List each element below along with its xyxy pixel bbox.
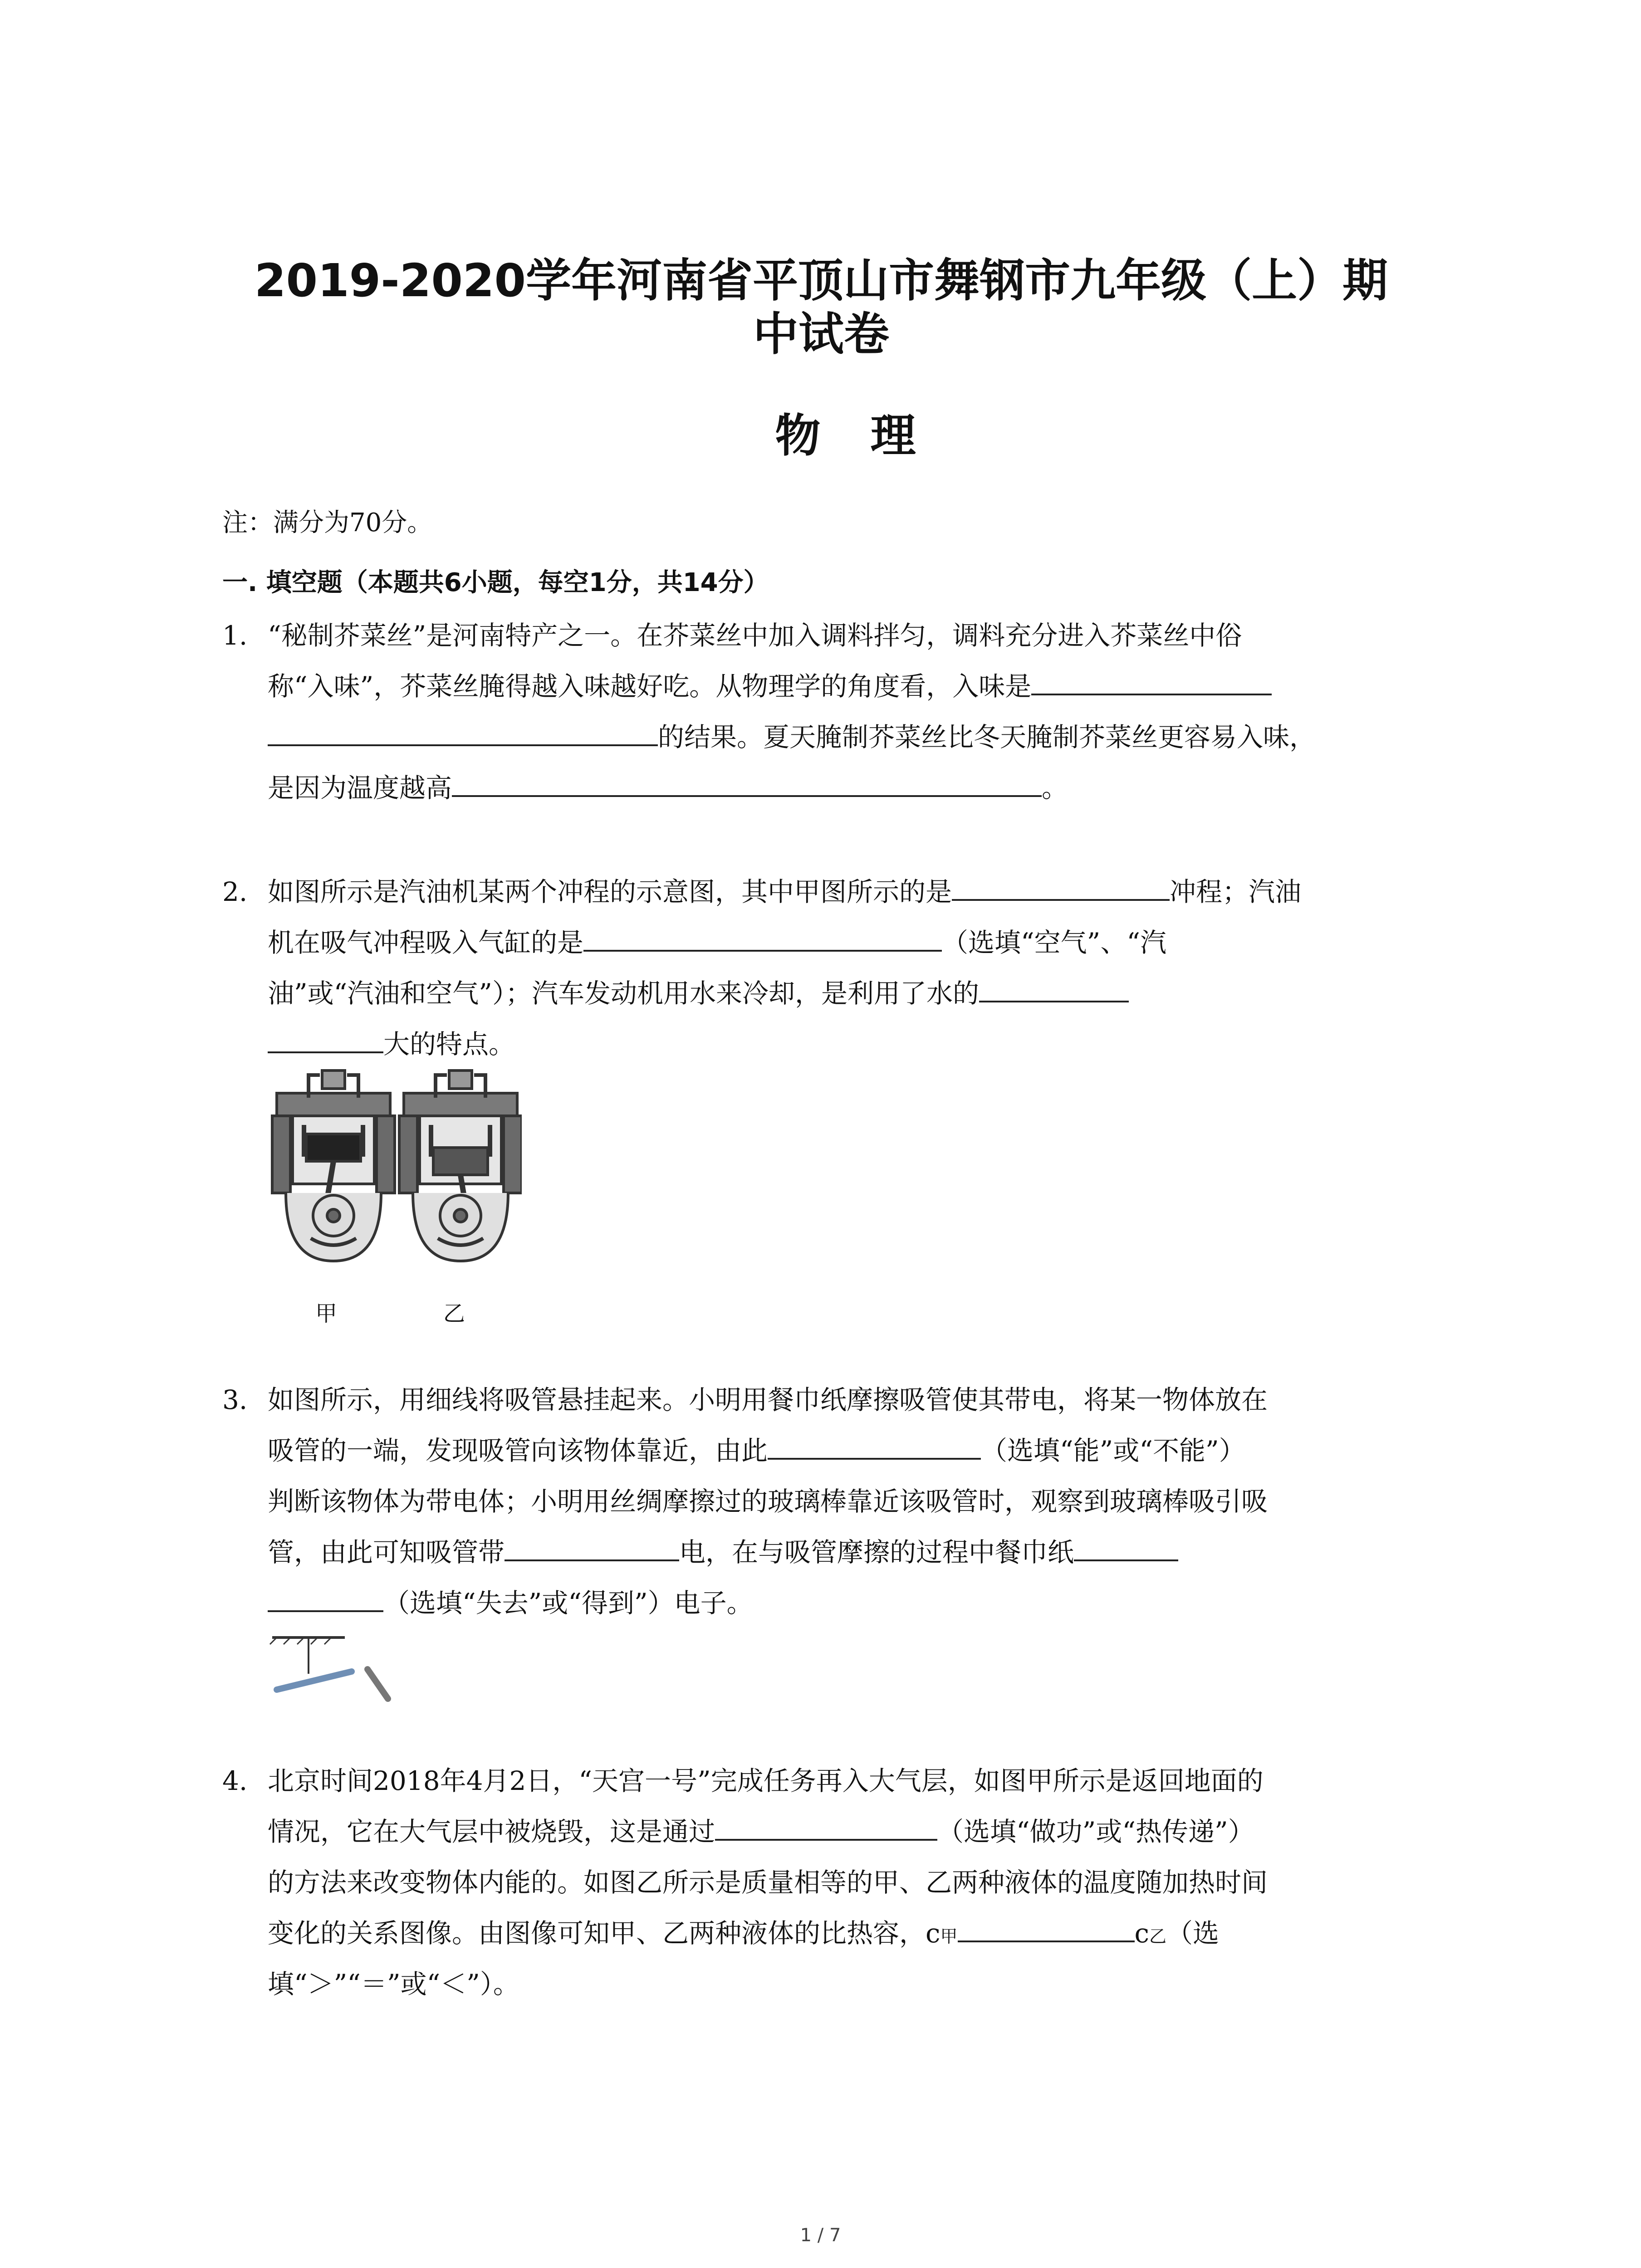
subject-heading: 物理: [775, 409, 966, 462]
question-text: 油”或“汽油和空气”）；汽车发动机用水来冷却，是利用了水的: [268, 978, 979, 1009]
question-text: 称“入味”，芥菜丝腌得越入味越好吃。从物理学的角度看，入味是: [268, 671, 1032, 702]
answer-blank[interactable]: [715, 1810, 937, 1841]
question-1: [222, 610, 1434, 819]
answer-blank[interactable]: [452, 766, 1042, 797]
question-text-line: 的方法来改变物体内能的。如图乙所示是质量相等的甲、乙两种液体的温度随加热时间: [268, 1867, 1268, 1898]
question-number: 4.: [222, 1765, 248, 1796]
question-text: 冲程；汽油: [1170, 876, 1302, 907]
question-text: （选填“空气”、“汽: [942, 927, 1166, 958]
answer-blank[interactable]: [1031, 665, 1272, 695]
answer-blank[interactable]: [268, 1022, 383, 1053]
figure-label-yi: 乙: [443, 1301, 465, 1326]
answer-blank[interactable]: [768, 1429, 981, 1460]
question-text: 吸管的一端，发现吸管向该物体靠近，由此: [268, 1435, 768, 1466]
question-text: （选填“失去”或“得到”）电子。: [383, 1588, 753, 1618]
answer-blank[interactable]: [583, 921, 942, 952]
figure-label-jia: 甲: [315, 1301, 338, 1326]
answer-blank[interactable]: [979, 972, 1129, 1002]
page-number: 1 / 7: [800, 2225, 841, 2246]
question-text-line: 如图所示，用细线将吸管悬挂起来。小明用餐巾纸摩擦吸管使其带电，将某一物体放在: [268, 1384, 1268, 1415]
question-text-line: 北京时间2018年4月2日，“天宫一号”完成任务再入大气层，如图甲所示是返回地面的: [268, 1765, 1264, 1796]
question-text: （选填“做功”或“热传递”）: [937, 1816, 1254, 1847]
question-text-line: [268, 866, 1301, 917]
answer-blank[interactable]: [958, 1911, 1135, 1942]
question-text: （选填“能”或“不能”）: [981, 1435, 1245, 1466]
question-text-line: [268, 968, 1129, 1019]
question-text: 情况，它在大气层中被烧毁，这是通过: [268, 1816, 715, 1847]
question-text-line: [268, 661, 1272, 712]
question-text-line: 判断该物体为带电体；小明用丝绸摩擦过的玻璃棒靠近该吸管时，观察到玻璃棒吸引吸: [268, 1486, 1268, 1517]
answer-blank[interactable]: [505, 1530, 679, 1561]
score-note: 注：满分为70分。: [222, 508, 433, 538]
subscript-jia: 甲: [940, 1926, 958, 1946]
answer-blank[interactable]: [268, 715, 658, 746]
engine-stroke-figure: [268, 1066, 522, 1270]
answer-blank[interactable]: [268, 1581, 383, 1612]
answer-blank[interactable]: [952, 870, 1170, 901]
question-4: [222, 1755, 1434, 2019]
question-text: c: [1134, 1918, 1149, 1949]
answer-blank[interactable]: [1074, 1530, 1178, 1561]
suspended-straw-icon: [270, 1637, 388, 1699]
question-number: 3.: [222, 1384, 248, 1415]
question-text: 大的特点。: [383, 1029, 515, 1060]
question-text: 电，在与吸管摩擦的过程中餐巾纸: [679, 1537, 1074, 1568]
question-text-line: 填“＞”“＝”或“＜”）。: [268, 1969, 519, 1999]
question-3: [222, 1374, 1434, 1719]
straw-suspension-figure: [268, 1628, 404, 1715]
question-text-line: [268, 1578, 753, 1628]
question-text-line: [268, 763, 1068, 813]
subscript-yi: 乙: [1149, 1926, 1167, 1946]
question-text: 是因为温度越高: [268, 772, 452, 803]
question-text: 。: [1042, 772, 1068, 803]
question-text: 变化的关系图像。由图像可知甲、乙两种液体的比热容，c: [268, 1918, 941, 1949]
question-text-line: [268, 1425, 1245, 1476]
question-text-line: [268, 1019, 515, 1070]
question-number: 1.: [222, 620, 248, 651]
question-text-line: [268, 1908, 1219, 1962]
question-text-line: [268, 1806, 1254, 1857]
question-text: 管，由此可知吸管带: [268, 1537, 505, 1568]
question-text-line: [268, 917, 1166, 968]
exam-title-line2: 中试卷: [753, 308, 889, 361]
engine-yi-icon: [399, 1070, 522, 1261]
question-text-line: [268, 712, 1316, 763]
engine-jia-icon: [272, 1070, 395, 1261]
question-text: （选: [1166, 1918, 1220, 1949]
question-text: 机在吸气冲程吸入气缸的是: [268, 927, 584, 958]
exam-title-line1: 2019-2020学年河南省平顶山市舞钢市九年级（上）期: [254, 254, 1388, 307]
section-heading: 一. 填空题（本题共6小题，每空1分，共14分）: [222, 568, 769, 597]
question-text-line: “秘制芥菜丝”是河南特产之一。在芥菜丝中加入调料拌匀，调料充分进入芥菜丝中俗: [268, 620, 1242, 651]
question-text: 的结果。夏天腌制芥菜丝比冬天腌制芥菜丝更容易入味，: [658, 722, 1316, 753]
question-number: 2.: [222, 876, 248, 907]
question-text-line: [268, 1527, 1178, 1578]
question-text: 如图所示是汽油机某两个冲程的示意图，其中甲图所示的是: [268, 876, 952, 907]
question-2: [222, 866, 1434, 1347]
